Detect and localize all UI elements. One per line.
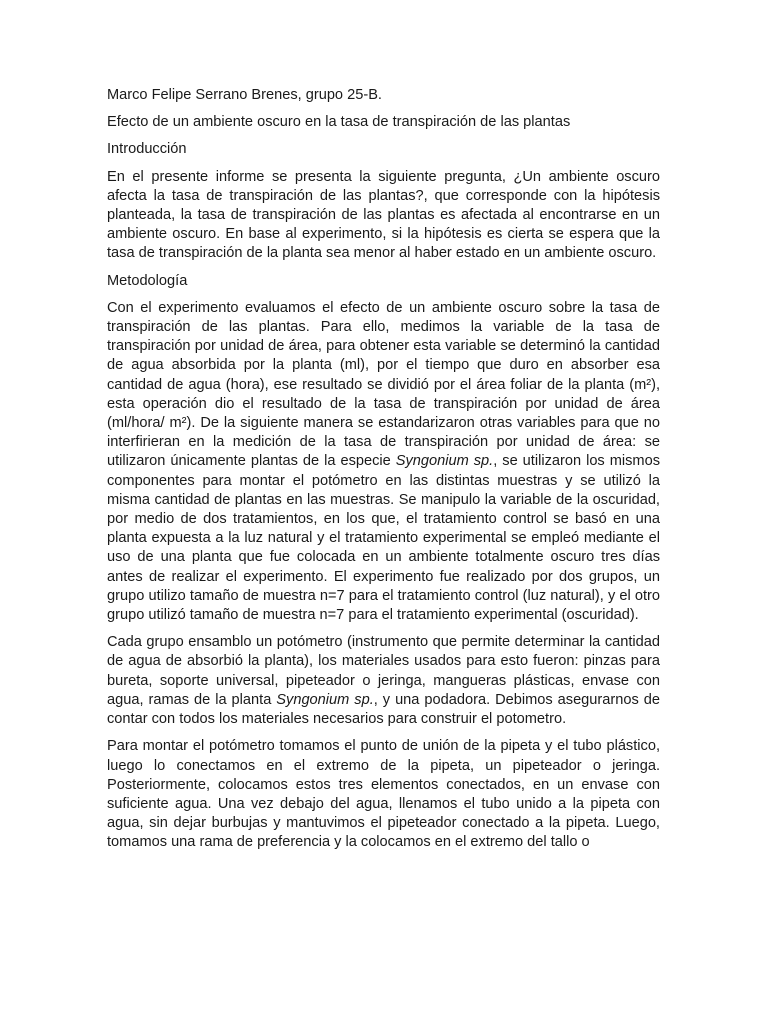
intro-paragraph: En el presente informe se presenta la siguiente pregunta, ¿Un ambiente oscuro afecta la tasa de transpiración de las plantas?, que corresponde con la hipótesis planteada, la tasa de transpiración de las plantas es afectada al encontrarse en un ambiente oscuro. En base al experimento, si la hipótesis es cierta se espera que la tasa de transpiración de la planta sea menor al haber estado en un ambiente oscuro. bbox=[107, 168, 660, 262]
species-name: Syngonium sp. bbox=[395, 453, 494, 470]
method-paragraph-1 bbox=[107, 299, 660, 625]
intro-heading: Introducción bbox=[107, 141, 187, 158]
method-heading: Metodología bbox=[107, 272, 188, 289]
document-page bbox=[107, 86, 660, 861]
method-p2-text-b: , y una podadora. Debimos asegurarnos de contar con todos los materiales necesarios para construir el potometro. bbox=[107, 691, 660, 728]
method-p2-text-a: Cada grupo ensamblo un potómetro (instrumento que permite determinar la cantidad de agua de absorbió la planta), los materiales usados para esto fueron: pinzas para bureta, soporte universal, pipeteador o jeringa, mangueras plásticas, envase con agua, ramas de la planta bbox=[107, 634, 660, 708]
method-paragraph-3: Para montar el potómetro tomamos el punto de unión de la pipeta y el tubo plástico, luego lo conectamos en el extremo de la pipeta, un pipeteador o jeringa. Posteriormente, colocamos estos tres elementos conectados, en un envase con suficiente agua. Una vez debajo del agua, llenamos el tubo unido a la pipeta con agua, sin dejar burbujas y mantuvimos el pipeteador conectado a la pipeta. Luego, tomamos una rama de preferencia y la colocamos en el extremo del tallo o bbox=[107, 738, 660, 851]
method-p1-text-a: Con el experimento evaluamos el efecto de un ambiente oscuro sobre la tasa de transpiración de las plantas. Para ello, medimos la variable de la tasa de transpiración por unidad de área, para obtener esta variable se determinó la cantidad de agua absorbida por la planta (ml), por el tiempo que duro en absorber esa cantidad de agua (hora), ese resultado se dividió por el área foliar de la planta (m²), esta operación dio el resultado de la tasa de transpiración por unidad de área (ml/hora/ m²). De la siguiente manera se estandarizaron otras variables para que no interfirieran en la medición de la tasa de transpiración por unidad de área: se utilizaron únicamente plantas de la especie bbox=[107, 299, 660, 470]
author-line: Marco Felipe Serrano Brenes, grupo 25-B. bbox=[107, 87, 382, 103]
method-p1-text-b: , se utilizaron los mismos componentes para montar el potómetro en las distintas muestras y se utilizó la misma cantidad de plantas en las muestras. Se manipulo la variable de la oscuridad, por medio de dos tratamientos, en los que, el tratamiento control se basó en una planta expuesta a la luz natural y el tratamiento experimental se empleó mediante el uso de una planta que fue colocada en un ambiente totalmente oscuro tres días antes de realizar el experimento. El experimento fue realizado por dos grupos, un grupo utilizo tamaño de muestra n=7 para el tratamiento control (luz natural), y el otro grupo utilizó tamaño de muestra n=7 para el tratamiento experimental (oscuridad). bbox=[107, 453, 660, 624]
species-name: Syngonium sp. bbox=[276, 691, 374, 708]
document-title: Efecto de un ambiente oscuro en la tasa de transpiración de las plantas bbox=[107, 114, 571, 131]
method-paragraph-2 bbox=[107, 633, 660, 729]
